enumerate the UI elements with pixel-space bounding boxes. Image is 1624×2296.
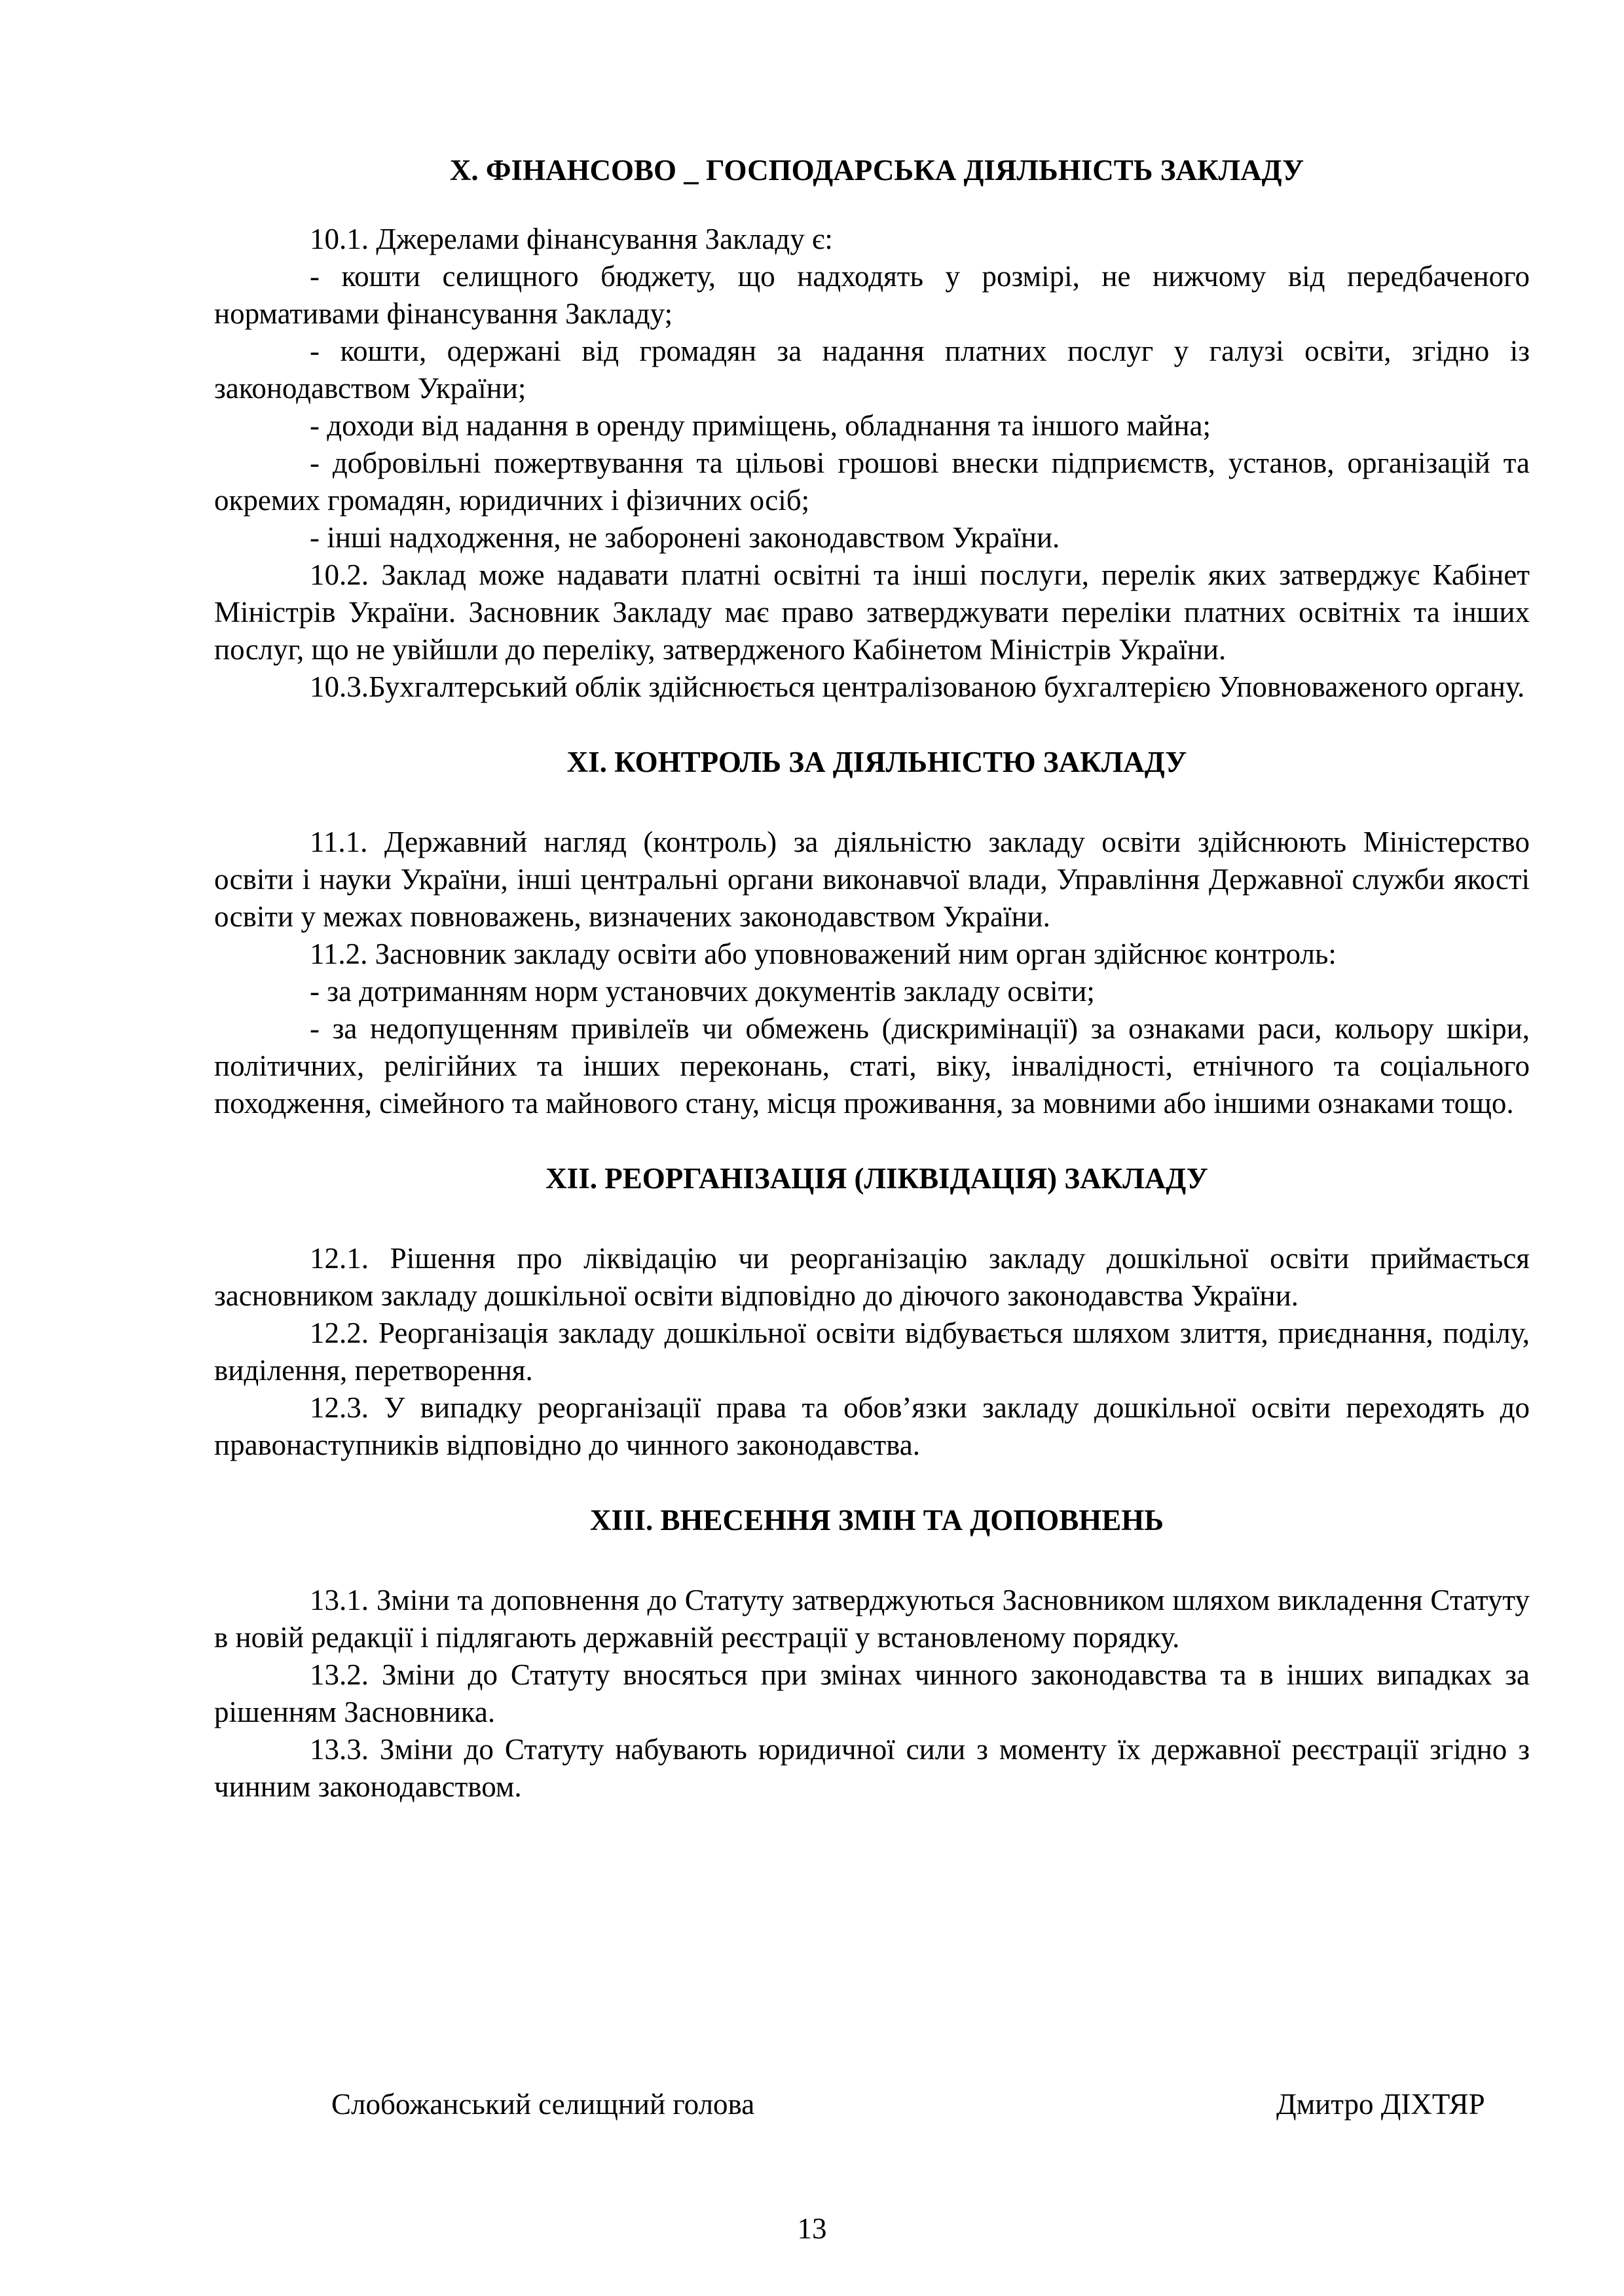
section-xi: [214, 744, 1530, 1122]
page-number: 13: [797, 2212, 827, 2245]
section-heading: XI. КОНТРОЛЬ ЗА ДІЯЛЬНІСТЮ ЗАКЛАДУ: [566, 746, 1187, 778]
signature-block: [0, 2086, 1624, 2123]
section-xiii: [214, 1502, 1530, 1806]
paragraph: 11.2. Засновник закладу освіти або уповноважений ним орган здійснює контроль:: [310, 938, 1337, 970]
paragraph: - добровільні пожертвування та цільові грошові внески підприємств, установ, організацій та окремих громадян, юридичних і фізичних осіб;: [214, 446, 1530, 517]
paragraph: - кошти, одержані від громадян за надання платних послуг у галузі освіти, згідно із законодавством України;: [214, 335, 1530, 405]
paragraph: 10.3.Бухгалтерський облік здійснюється централізованою бухгалтерією Уповноваженого органу.: [310, 670, 1525, 703]
signatory-name: Дмитро ДІХТЯР: [1276, 2088, 1485, 2121]
paragraph: 13.3. Зміни до Статуту набувають юридичної сили з моменту їх державної реєстрації згідно з чинним законодавством.: [214, 1733, 1530, 1803]
paragraph: 11.1. Державний нагляд (контроль) за діяльністю закладу освіти здійснюють Міністерство освіти і науки України, інші центральні органи виконавчої влади, Управління Державної служби якості освіти у межах повноважень, визначених законодавством України.: [214, 826, 1530, 933]
paragraph: 12.2. Реорганізація закладу дошкільної освіти відбувається шляхом злиття, приєднання, поділу, виділення, перетворення.: [214, 1317, 1530, 1387]
signatory-position: Слобожанський селищний голова: [331, 2088, 755, 2121]
section-xii: [214, 1160, 1530, 1464]
paragraph: 12.3. У випадку реорганізації права та обов’язки закладу дошкільної освіти переходять до правонаступників відповідно до чинного законодавства.: [214, 1391, 1530, 1461]
paragraph: 12.1. Рішення про ліквідацію чи реорганізацію закладу дошкільної освіти приймається засновником закладу дошкільної освіти відповідно до діючого законодавства України.: [214, 1242, 1530, 1312]
section-x: [214, 152, 1530, 706]
paragraph: - за недопущенням привілеїв чи обмежень (дискримінації) за ознаками раси, кольору шкіри, політичних, релігійних та інших переконань, статі, віку, інвалідності, етнічного та соціального походження, сімейного та майнового стану, місця проживання, за мовними або іншими ознаками тощо.: [214, 1012, 1530, 1120]
section-heading: XIII. ВНЕСЕННЯ ЗМІН ТА ДОПОВНЕНЬ: [589, 1504, 1164, 1537]
paragraph: 10.2. Заклад може надавати платні освітні та інші послуги, перелік яких затверджує Кабінет Міністрів України. Засновник Закладу має право затверджувати переліки платних освітніх та інших послуг, що не увійшли до переліку, затвердженого Кабінетом Міністрів України.: [214, 558, 1530, 666]
paragraph: - за дотриманням норм установчих документів закладу освіти;: [310, 975, 1095, 1008]
paragraph: 13.2. Зміни до Статуту вносяться при змінах чинного законодавства та в інших випадках за рішенням Засновника.: [214, 1658, 1530, 1728]
section-heading: X. ФІНАНСОВО _ ГОСПОДАРСЬКА ДІЯЛЬНІСТЬ ЗАКЛАДУ: [449, 154, 1304, 187]
paragraph: 13.1. Зміни та доповнення до Статуту затверджуються Засновником шляхом викладення Статуту в новій редакції і підлягають державній реєстрації у встановленому порядку.: [214, 1584, 1530, 1654]
paragraph: - доходи від надання в оренду приміщень, обладнання та іншого майна;: [310, 409, 1211, 442]
document-body: [214, 152, 1530, 1806]
paragraph: - інші надходження, не заборонені законодавством України.: [310, 521, 1060, 554]
paragraph: 10.1. Джерелами фінансування Закладу є:: [310, 223, 833, 255]
paragraph: - кошти селищного бюджету, що надходять у розмірі, не нижчому від передбаченого нормативами фінансування Закладу;: [214, 260, 1530, 330]
section-heading: XII. РЕОРГАНІЗАЦІЯ (ЛІКВІДАЦІЯ) ЗАКЛАДУ: [545, 1162, 1208, 1195]
